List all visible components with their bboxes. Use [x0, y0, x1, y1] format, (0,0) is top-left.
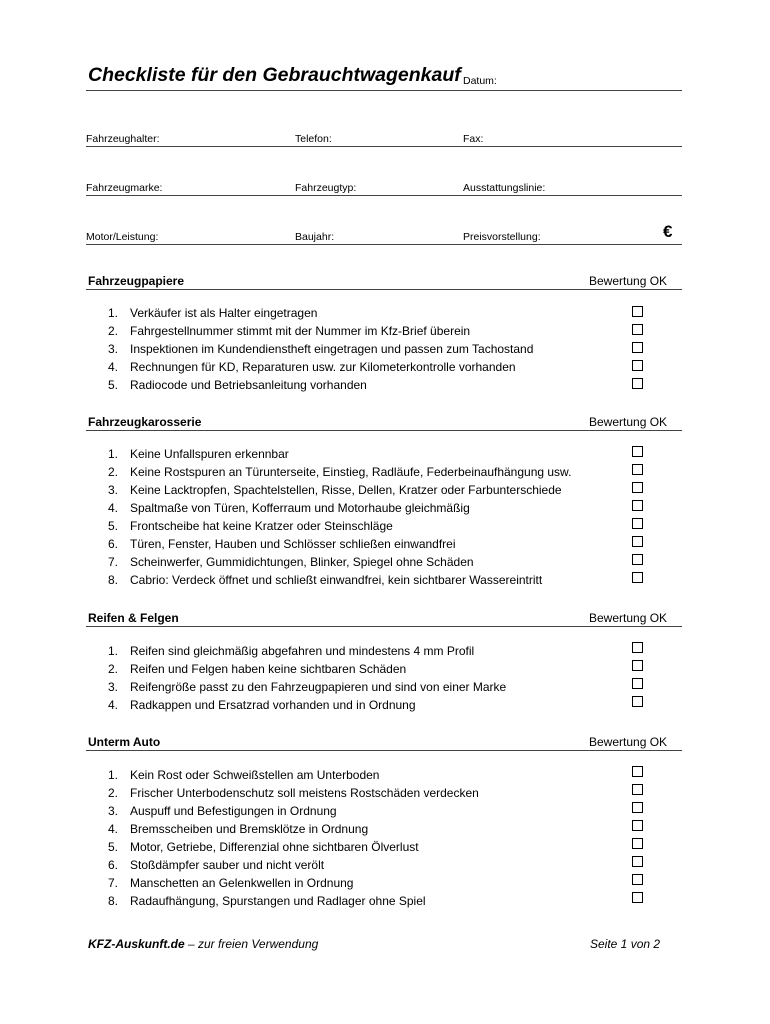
- date-label: Datum:: [463, 75, 497, 87]
- fax-field-label: Fax:: [463, 133, 484, 145]
- section-title: Unterm Auto: [88, 735, 161, 749]
- section-title: Fahrzeugpapiere: [88, 274, 185, 288]
- rating-label: Bewertung OK: [589, 611, 668, 625]
- owner-field-label: Fahrzeughalter:: [86, 133, 160, 145]
- euro-icon: €: [663, 222, 673, 241]
- year-field-label: Baujahr:: [295, 231, 335, 243]
- section-divider: [86, 430, 682, 431]
- checkbox[interactable]: [632, 892, 643, 903]
- equipment-field-label: Ausstattungslinie:: [463, 182, 546, 194]
- checkbox[interactable]: [632, 536, 643, 547]
- checkbox[interactable]: [632, 342, 643, 353]
- checkbox[interactable]: [632, 802, 643, 813]
- field-line-1: [86, 146, 682, 147]
- checkbox[interactable]: [632, 518, 643, 529]
- checkbox[interactable]: [632, 696, 643, 707]
- footer-brand: KFZ-Auskunft.de: [88, 937, 185, 951]
- checkbox[interactable]: [632, 446, 643, 457]
- section-title: Fahrzeugkarosserie: [88, 415, 202, 429]
- checkbox[interactable]: [632, 324, 643, 335]
- checkbox[interactable]: [632, 378, 643, 389]
- section-divider: [86, 750, 682, 751]
- rating-label: Bewertung OK: [589, 274, 668, 288]
- checkbox[interactable]: [632, 482, 643, 493]
- brand-field-label: Fahrzeugmarke:: [86, 182, 163, 194]
- field-line-2: [86, 195, 682, 196]
- checkbox[interactable]: [632, 554, 643, 565]
- checkbox[interactable]: [632, 572, 643, 583]
- checkbox[interactable]: [632, 874, 643, 885]
- rating-label: Bewertung OK: [589, 415, 668, 429]
- checkbox[interactable]: [632, 838, 643, 849]
- field-line-3: [86, 244, 682, 245]
- checkbox[interactable]: [632, 464, 643, 475]
- checkbox[interactable]: [632, 820, 643, 831]
- checkbox[interactable]: [632, 306, 643, 317]
- checkbox[interactable]: [632, 642, 643, 653]
- page-number: Seite 1 von 2: [590, 937, 661, 951]
- checkbox[interactable]: [632, 856, 643, 867]
- checkbox[interactable]: [632, 500, 643, 511]
- title-divider: [86, 90, 682, 91]
- footer-note: – zur freien Verwendung: [184, 937, 319, 951]
- rating-label: Bewertung OK: [589, 735, 668, 749]
- checkbox[interactable]: [632, 660, 643, 671]
- section-title: Reifen & Felgen: [88, 611, 179, 625]
- checkbox[interactable]: [632, 766, 643, 777]
- footer-source: [88, 937, 318, 951]
- engine-field-label: Motor/Leistung:: [86, 231, 159, 243]
- price-field-label: Preisvorstellung:: [463, 231, 541, 243]
- checkbox[interactable]: [632, 360, 643, 371]
- section-divider: [86, 289, 682, 290]
- section-divider: [86, 626, 682, 627]
- checkbox[interactable]: [632, 784, 643, 795]
- checkbox[interactable]: [632, 678, 643, 689]
- phone-field-label: Telefon:: [295, 133, 332, 145]
- page-title: Checkliste für den Gebrauchtwagenkauf: [88, 64, 461, 86]
- type-field-label: Fahrzeugtyp:: [295, 182, 357, 194]
